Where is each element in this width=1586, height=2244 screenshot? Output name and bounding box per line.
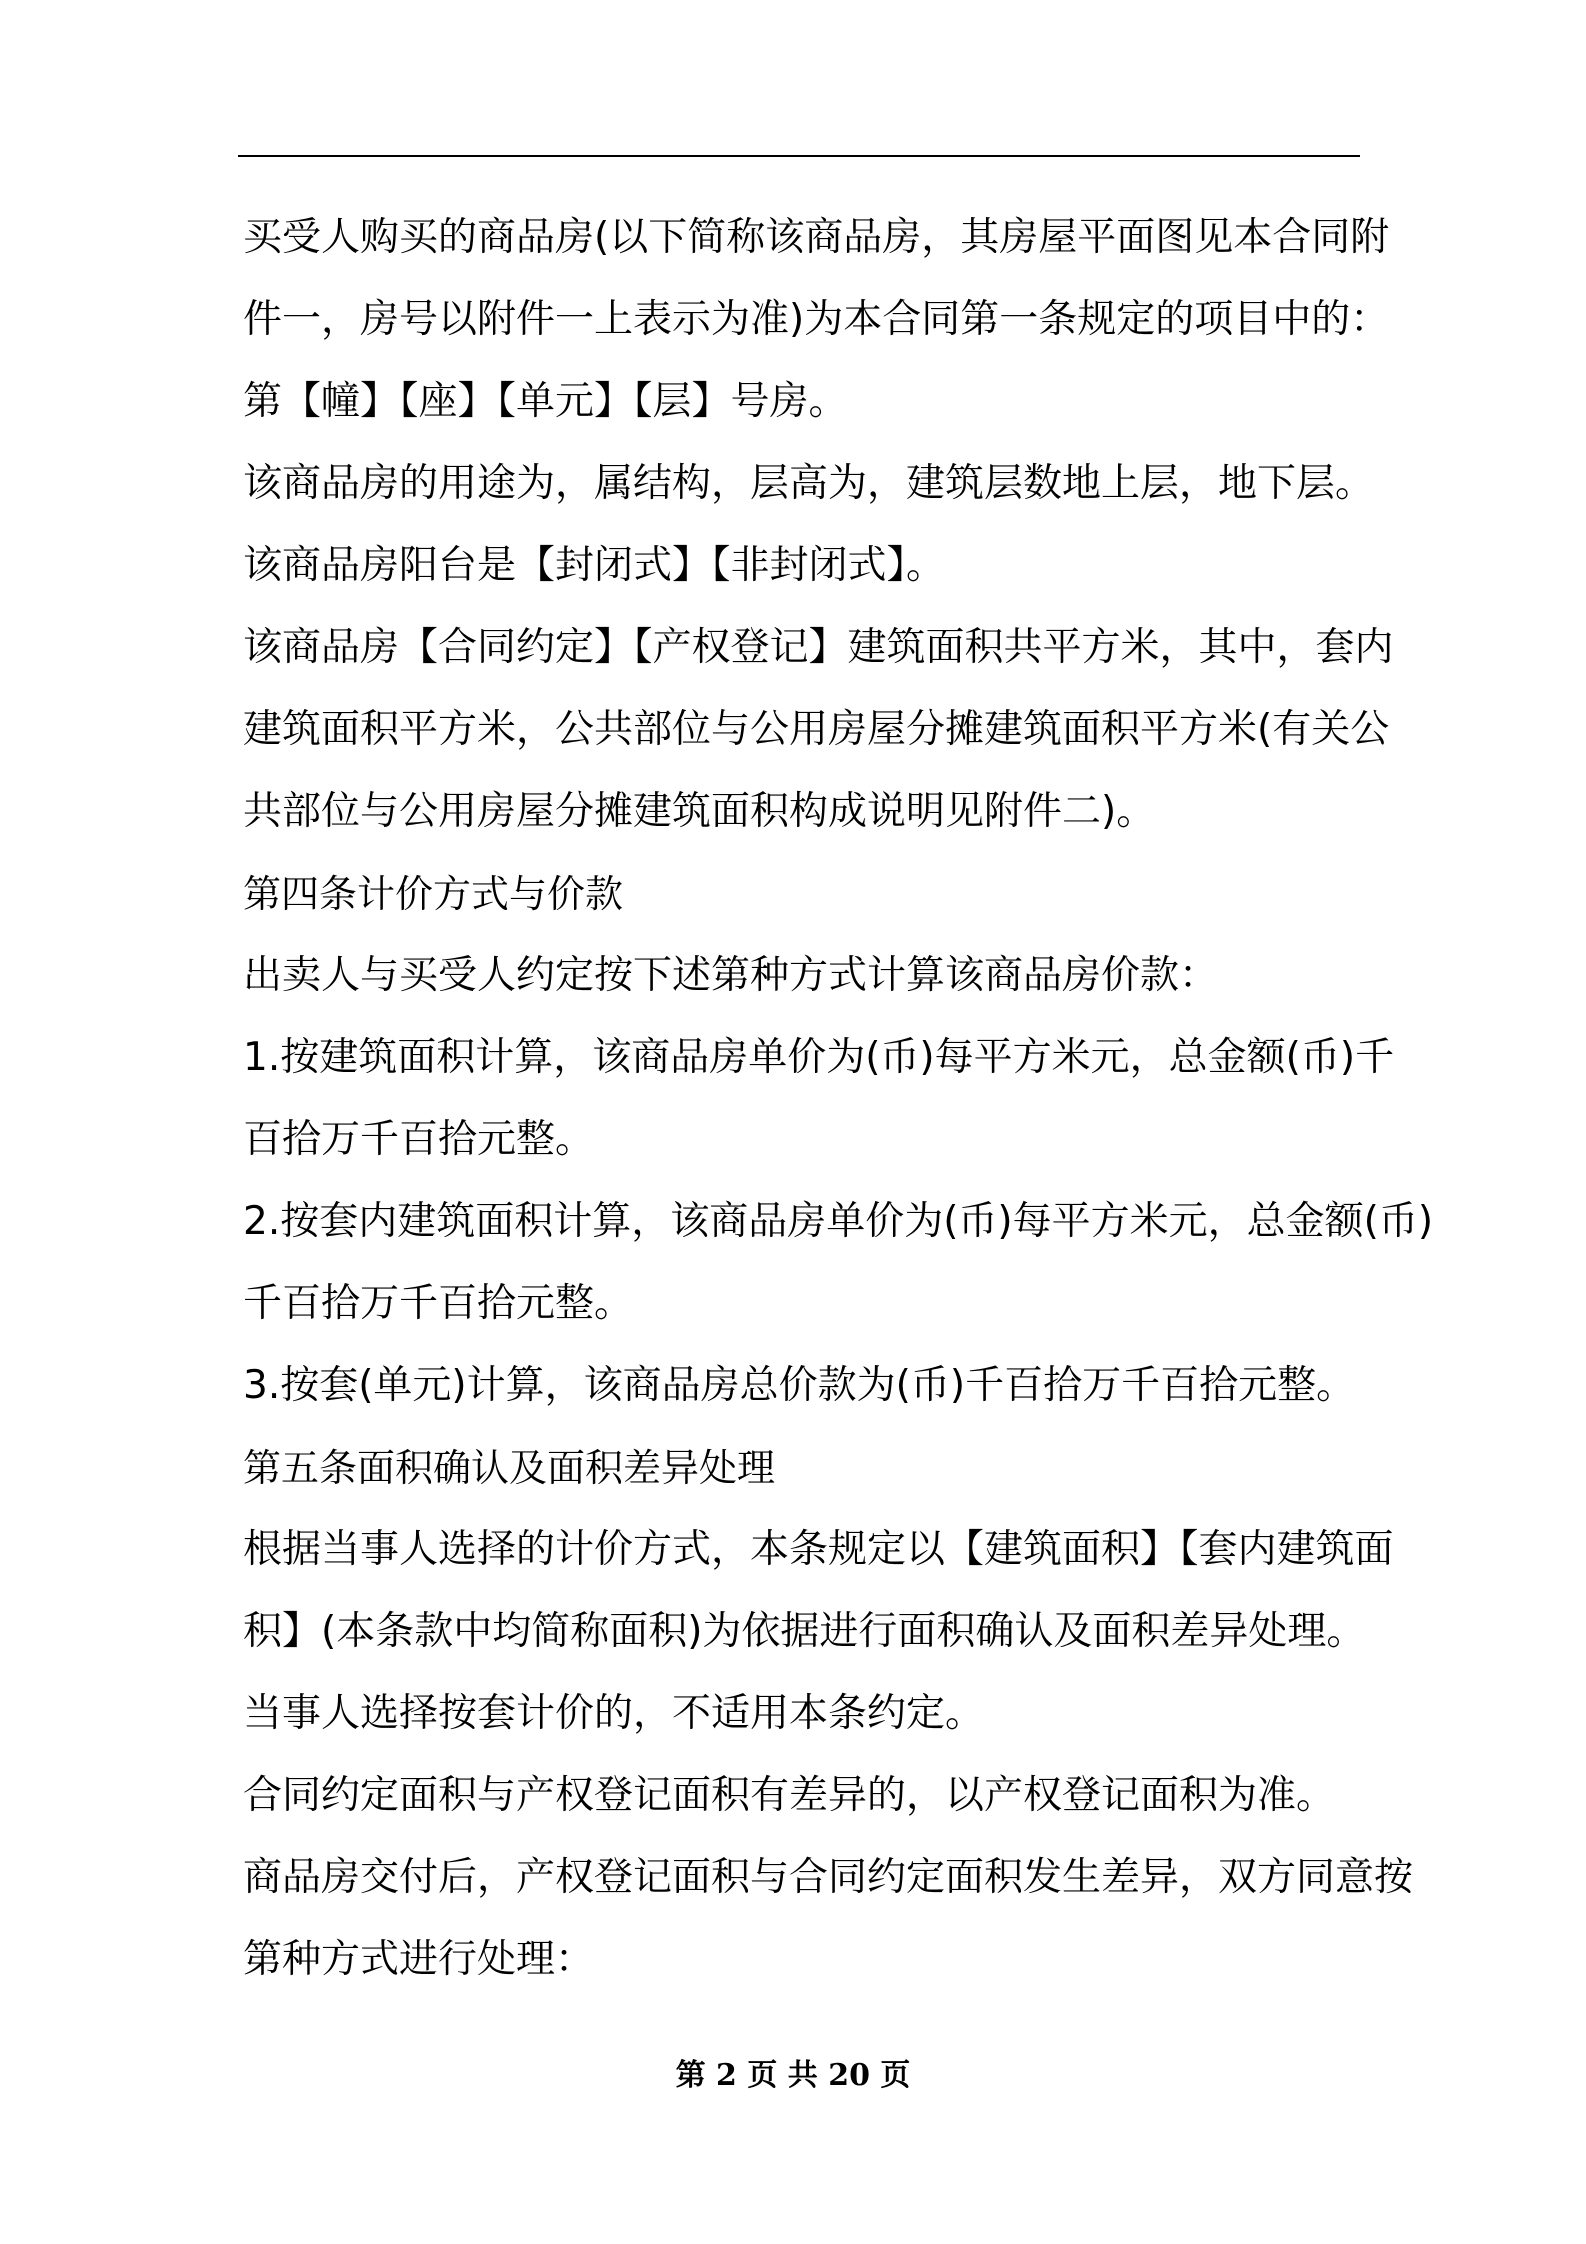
text-line: 当事人选择按套计价的，不适用本条约定。 bbox=[243, 1691, 985, 1736]
text-line: 买受人购买的商品房(以下简称该商品房，其房屋平面图见本合同附 bbox=[243, 215, 1390, 260]
text-line: 出卖人与买受人约定按下述第种方式计算该商品房价款： bbox=[243, 953, 1219, 998]
text-line: 该商品房【合同约定】【产权登记】建筑面积共平方米，其中，套内 bbox=[243, 625, 1394, 670]
text-line: 该商品房的用途为，属结构，层高为，建筑层数地上层，地下层。 bbox=[243, 461, 1375, 506]
text-line: 共部位与公用房屋分摊建筑面积构成说明见附件二)。 bbox=[243, 789, 1156, 834]
header-rule bbox=[238, 155, 1360, 157]
section-heading: 第五条面积确认及面积差异处理 bbox=[243, 1446, 776, 1490]
text-line: 根据当事人选择的计价方式，本条规定以【建筑面积】【套内建筑面 bbox=[243, 1527, 1394, 1572]
document-body bbox=[243, 197, 1434, 2001]
text-line: 千百拾万千百拾元整。 bbox=[243, 1281, 634, 1326]
text-line: 1.按建筑面积计算，该商品房单价为(币)每平方米元，总金额(币)千 bbox=[243, 1035, 1395, 1080]
text-line: 百拾万千百拾元整。 bbox=[243, 1117, 595, 1162]
text-line: 积】(本条款中均简称面积)为依据进行面积确认及面积差异处理。 bbox=[243, 1609, 1366, 1654]
section-heading: 第四条计价方式与价款 bbox=[243, 872, 624, 916]
text-line: 合同约定面积与产权登记面积有差异的，以产权登记面积为准。 bbox=[243, 1773, 1336, 1818]
text-line: 件一，房号以附件一上表示为准)为本合同第一条规定的项目中的： bbox=[243, 297, 1390, 342]
page-number: 第 2 页 共 20 页 bbox=[675, 2058, 911, 2093]
text-line: 该商品房阳台是【封闭式】【非封闭式】。 bbox=[243, 543, 946, 588]
text-line: 第【幢】【座】【单元】【层】号房。 bbox=[243, 379, 848, 424]
text-line: 商品房交付后，产权登记面积与合同约定面积发生差异，双方同意按 bbox=[243, 1855, 1414, 1900]
text-line: 第种方式进行处理： bbox=[243, 1937, 595, 1982]
text-line: 2.按套内建筑面积计算，该商品房单价为(币)每平方米元，总金额(币) bbox=[243, 1199, 1434, 1244]
text-line: 建筑面积平方米，公共部位与公用房屋分摊建筑面积平方米(有关公 bbox=[243, 707, 1390, 752]
text-line: 3.按套(单元)计算，该商品房总价款为(币)千百拾万千百拾元整。 bbox=[243, 1363, 1356, 1408]
